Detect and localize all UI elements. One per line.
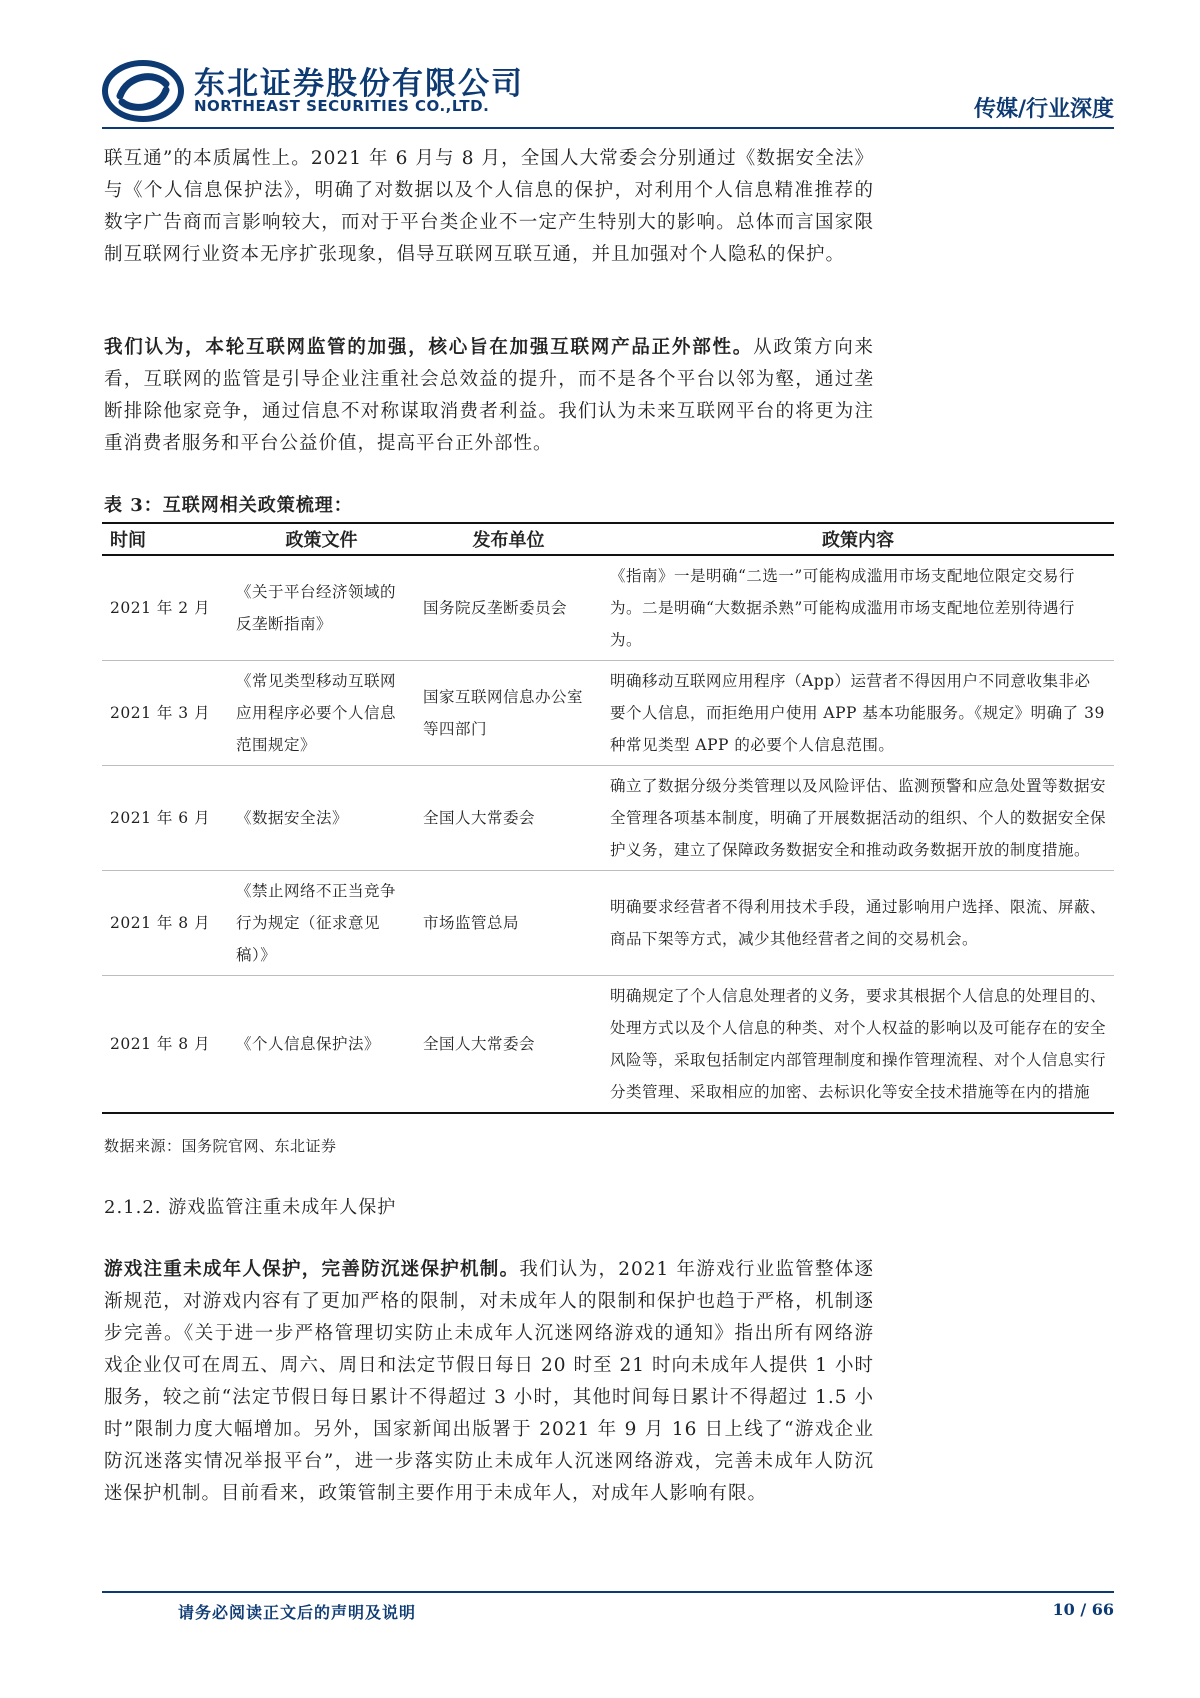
subsection-heading: 2.1.2. 游戏监管注重未成年人保护 (104, 1197, 397, 1218)
cell-time: 2021 年 8 月 (102, 871, 228, 976)
cell-content: 明确移动互联网应用程序（App）运营者不得因用户不同意收集非必要个人信息，而拒绝用户使用 APP 基本功能服务。《规定》明确了 39 种常见类型 APP 的必要个人信息范围。 (602, 661, 1114, 766)
cell-document: 《个人信息保护法》 (228, 976, 415, 1114)
data-source-note: 数据来源：国务院官网、东北证券 (104, 1137, 337, 1155)
policy-table (102, 522, 1114, 1114)
table-header-row (102, 523, 1114, 555)
table-row (102, 871, 1114, 976)
paragraph-1-text: 联互通”的本质属性上。2021 年 6 月与 8 月，全国人大常委会分别通过《数据安全法》与《个人信息保护法》，明确了对数据以及个人信息的保护，对利用个人信息精准推荐的数字广告商而言影响较大，而对于平台类企业不一定产生特别大的影响。总体而言国家限制互联网行业资本无序扩张现象，倡导互联网互联互通，并且加强对个人隐私的保护。 (104, 148, 874, 265)
table-row (102, 766, 1114, 871)
cell-issuer: 全国人大常委会 (415, 976, 602, 1114)
paragraph-2-lead: 我们认为，本轮互联网监管的加强，核心旨在加强互联网产品正外部性。 (104, 337, 754, 358)
cell-time: 2021 年 3 月 (102, 661, 228, 766)
page-number: 10 / 66 (1052, 1600, 1114, 1619)
table-row (102, 661, 1114, 766)
cell-time: 2021 年 8 月 (102, 976, 228, 1114)
report-section-label: 传媒/行业深度 (973, 97, 1114, 122)
column-header-issuer: 发布单位 (415, 523, 602, 555)
cell-document: 《禁止网络不正当竞争行为规定（征求意见稿）》 (228, 871, 415, 976)
cell-document: 《数据安全法》 (228, 766, 415, 871)
paragraph-3-text: 我们认为，2021 年游戏行业监管整体逐渐规范，对游戏内容有了更加严格的限制，对未成年人的限制和保护也趋于严格，机制逐步完善。《关于进一步严格管理切实防止未成年人沉迷网络游戏的通知》指出所有网络游戏企业仅可在周五、周六、周日和法定节假日每日 20 时至 21 时向未成年人提供 1 小时服务，较之前“法定节假日每日累计不得超过 3 小时，其他时间每日累计不得超过 1.5 小时”限制力度大幅增加。另外，国家新闻出版署于 2021 年 9 月 16 日上线了“游戏企业防沉迷落实情况举报平台”，进一步落实防止未成年人沉迷网络游戏，完善未成年人防沉迷保护机制。目前看来，政策管制主要作用于未成年人，对成年人影响有限。 (104, 1259, 874, 1504)
table-row (102, 555, 1114, 661)
cell-issuer: 市场监管总局 (415, 871, 602, 976)
company-name-en: NORTHEAST SECURITIES CO.,LTD. (194, 97, 490, 115)
company-name-cn: 东北证券股份有限公司 (194, 66, 524, 102)
body-paragraph-1 (104, 143, 874, 271)
column-header-document: 政策文件 (228, 523, 415, 555)
cell-issuer: 国务院反垄断委员会 (415, 555, 602, 661)
footer-divider (102, 1591, 1114, 1593)
paragraph-2-text: 从政策方向来看，互联网的监管是引导企业注重社会总效益的提升，而不是各个平台以邻为壑，通过垄断排除他家竞争，通过信息不对称谋取消费者利益。我们认为未来互联网平台的将更为注重消费者服务和平台公益价值，提高平台正外部性。 (104, 337, 874, 454)
cell-time: 2021 年 2 月 (102, 555, 228, 661)
northeast-securities-logo-icon (102, 60, 184, 122)
table-row (102, 976, 1114, 1114)
page-header (102, 56, 1114, 126)
column-header-content: 政策内容 (602, 523, 1114, 555)
cell-document: 《关于平台经济领域的反垄断指南》 (228, 555, 415, 661)
cell-content: 明确规定了个人信息处理者的义务，要求其根据个人信息的处理目的、处理方式以及个人信息的种类、对个人权益的影响以及可能存在的安全风险等，采取包括制定内部管理制度和操作管理流程、对个人信息实行分类管理、采取相应的加密、去标识化等安全技术措施等在内的措施 (602, 976, 1114, 1114)
cell-time: 2021 年 6 月 (102, 766, 228, 871)
cell-content: 明确要求经营者不得利用技术手段，通过影响用户选择、限流、屏蔽、商品下架等方式，减少其他经营者之间的交易机会。 (602, 871, 1114, 976)
header-divider (102, 127, 1114, 129)
body-paragraph-2 (104, 332, 874, 460)
paragraph-3-lead: 游戏注重未成年人保护，完善防沉迷保护机制。 (104, 1259, 520, 1280)
cell-content: 《指南》一是明确“二选一”可能构成滥用市场支配地位限定交易行为。二是明确“大数据杀熟”可能构成滥用市场支配地位差别待遇行为。 (602, 555, 1114, 661)
body-paragraph-3 (104, 1254, 874, 1510)
table-title: 表 3：互联网相关政策梳理： (104, 495, 353, 516)
cell-issuer: 国家互联网信息办公室等四部门 (415, 661, 602, 766)
cell-content: 确立了数据分级分类管理以及风险评估、监测预警和应急处置等数据安全管理各项基本制度，明确了开展数据活动的组织、个人的数据安全保护义务，建立了保障政务数据安全和推动政务数据开放的制度措施。 (602, 766, 1114, 871)
cell-issuer: 全国人大常委会 (415, 766, 602, 871)
cell-document: 《常见类型移动互联网应用程序必要个人信息范围规定》 (228, 661, 415, 766)
column-header-time: 时间 (102, 523, 228, 555)
footer-disclaimer-notice: 请务必阅读正文后的声明及说明 (178, 1603, 417, 1622)
